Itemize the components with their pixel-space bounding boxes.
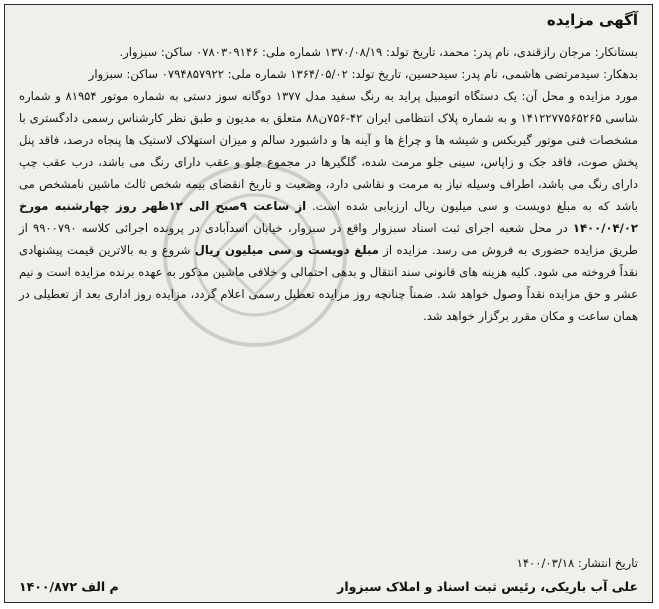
signature: علی آب باریکی، رئیس ثبت اسناد و املاک سبزوار xyxy=(337,579,638,594)
notice-footer xyxy=(19,579,638,594)
auction-time: از ساعت ۹صبح الی ۱۲ظهر روز چهارشنبه مورخ ۱۴۰۰/۰۴/۰۲ xyxy=(19,199,638,235)
reference-number: م الف ۱۴۰۰/۸۷۲ xyxy=(19,579,119,594)
auction-location-text: در محل شعبه اجرای ثبت اسناد سبزوار واقع در سبزوار، خیابان اسدآبادی در پرونده اجرائی کلاسه ۹۹۰۰۷۹۰ از طریق مزایده حضوری به فروش می رسد. مزایده از xyxy=(19,221,638,257)
notice-body xyxy=(5,5,652,602)
creditor-line: بستانکار: مرجان رازقندی، نام پدر: محمد، تاریخ تولد: ۱۳۷۰/۰۸/۱۹ شماره ملی: ۰۷۸۰۳۰۹۱۴۶ ساکن: سبزوار. xyxy=(119,45,638,59)
starting-price: مبلغ دویست و سی میلیون ریال xyxy=(194,243,379,257)
publish-date: تاریخ انتشار: ۱۴۰۰/۰۳/۱۸ xyxy=(516,556,638,570)
auction-terms-text: شروع و به بالاترین قیمت پیشنهادی نقداً فروخته می شود. کلیه هزینه های قانونی سند انتقال و بدهی احتمالی و خلافی ماشین مذکور به عهده برنده مزایده است و نیم عشر و حق مزایده نقداً وصول خواهد شد. ضمناً چنانچه روز مزایده تعطیل رسمی اعلام گردد، مزایده روز اداری بعد از تعطیلی در همان ساعت و مکان مقرر برگزار خواهد شد. xyxy=(19,243,638,323)
notice-title: آگهی مزایده xyxy=(546,11,638,29)
debtor-line: بدهکار: سیدمرتضی هاشمی، نام پدر: سیدحسین، تاریخ تولد: ۱۳۶۴/۰۵/۰۲ شماره ملی: ۰۷۹۴۸۵۷۹۲۲ ساکن: سبزوار xyxy=(88,67,638,81)
notice-frame xyxy=(4,4,653,603)
auction-description xyxy=(19,85,638,327)
auction-item-text: مورد مزایده و محل آن: یک دستگاه اتومبیل پراید به رنگ سفید مدل ۱۳۷۷ دوگانه سوز دستی به شماره موتور ۸۱۹۵۴ و شماره شاسی ۱۴۱۲۲۷۷۵۶۵۲۶۵ و به شماره پلاک انتظامی ایران ۴۲-۷۵۶ن۸۸ متعلق به مدیون و طبق نظر کارشناس رسمی دادگستری با مشخصات فنی موتور گیربکس و شیشه ها و چراغ ها و آینه ها و داشبورد سالم و میزان استهلاک لاستیک ها پنجاه درصد، فاقد پنل پخش صوت، فاقد جک و زاپاس، سینی جلو مرمت شده، گلگیرها در مجموع جلو و عقب دارای رنگ می باشد، درب عقب چپ دارای رنگ می باشد، اطراف وسیله نیاز به مرمت و نقاشی دارد، وضعیت و تاریخ انقضای بیمه شخص ثالث ماشین نامشخص می باشد که به مبلغ دویست و سی میلیون ریال ارزیابی شده است. xyxy=(19,89,639,213)
